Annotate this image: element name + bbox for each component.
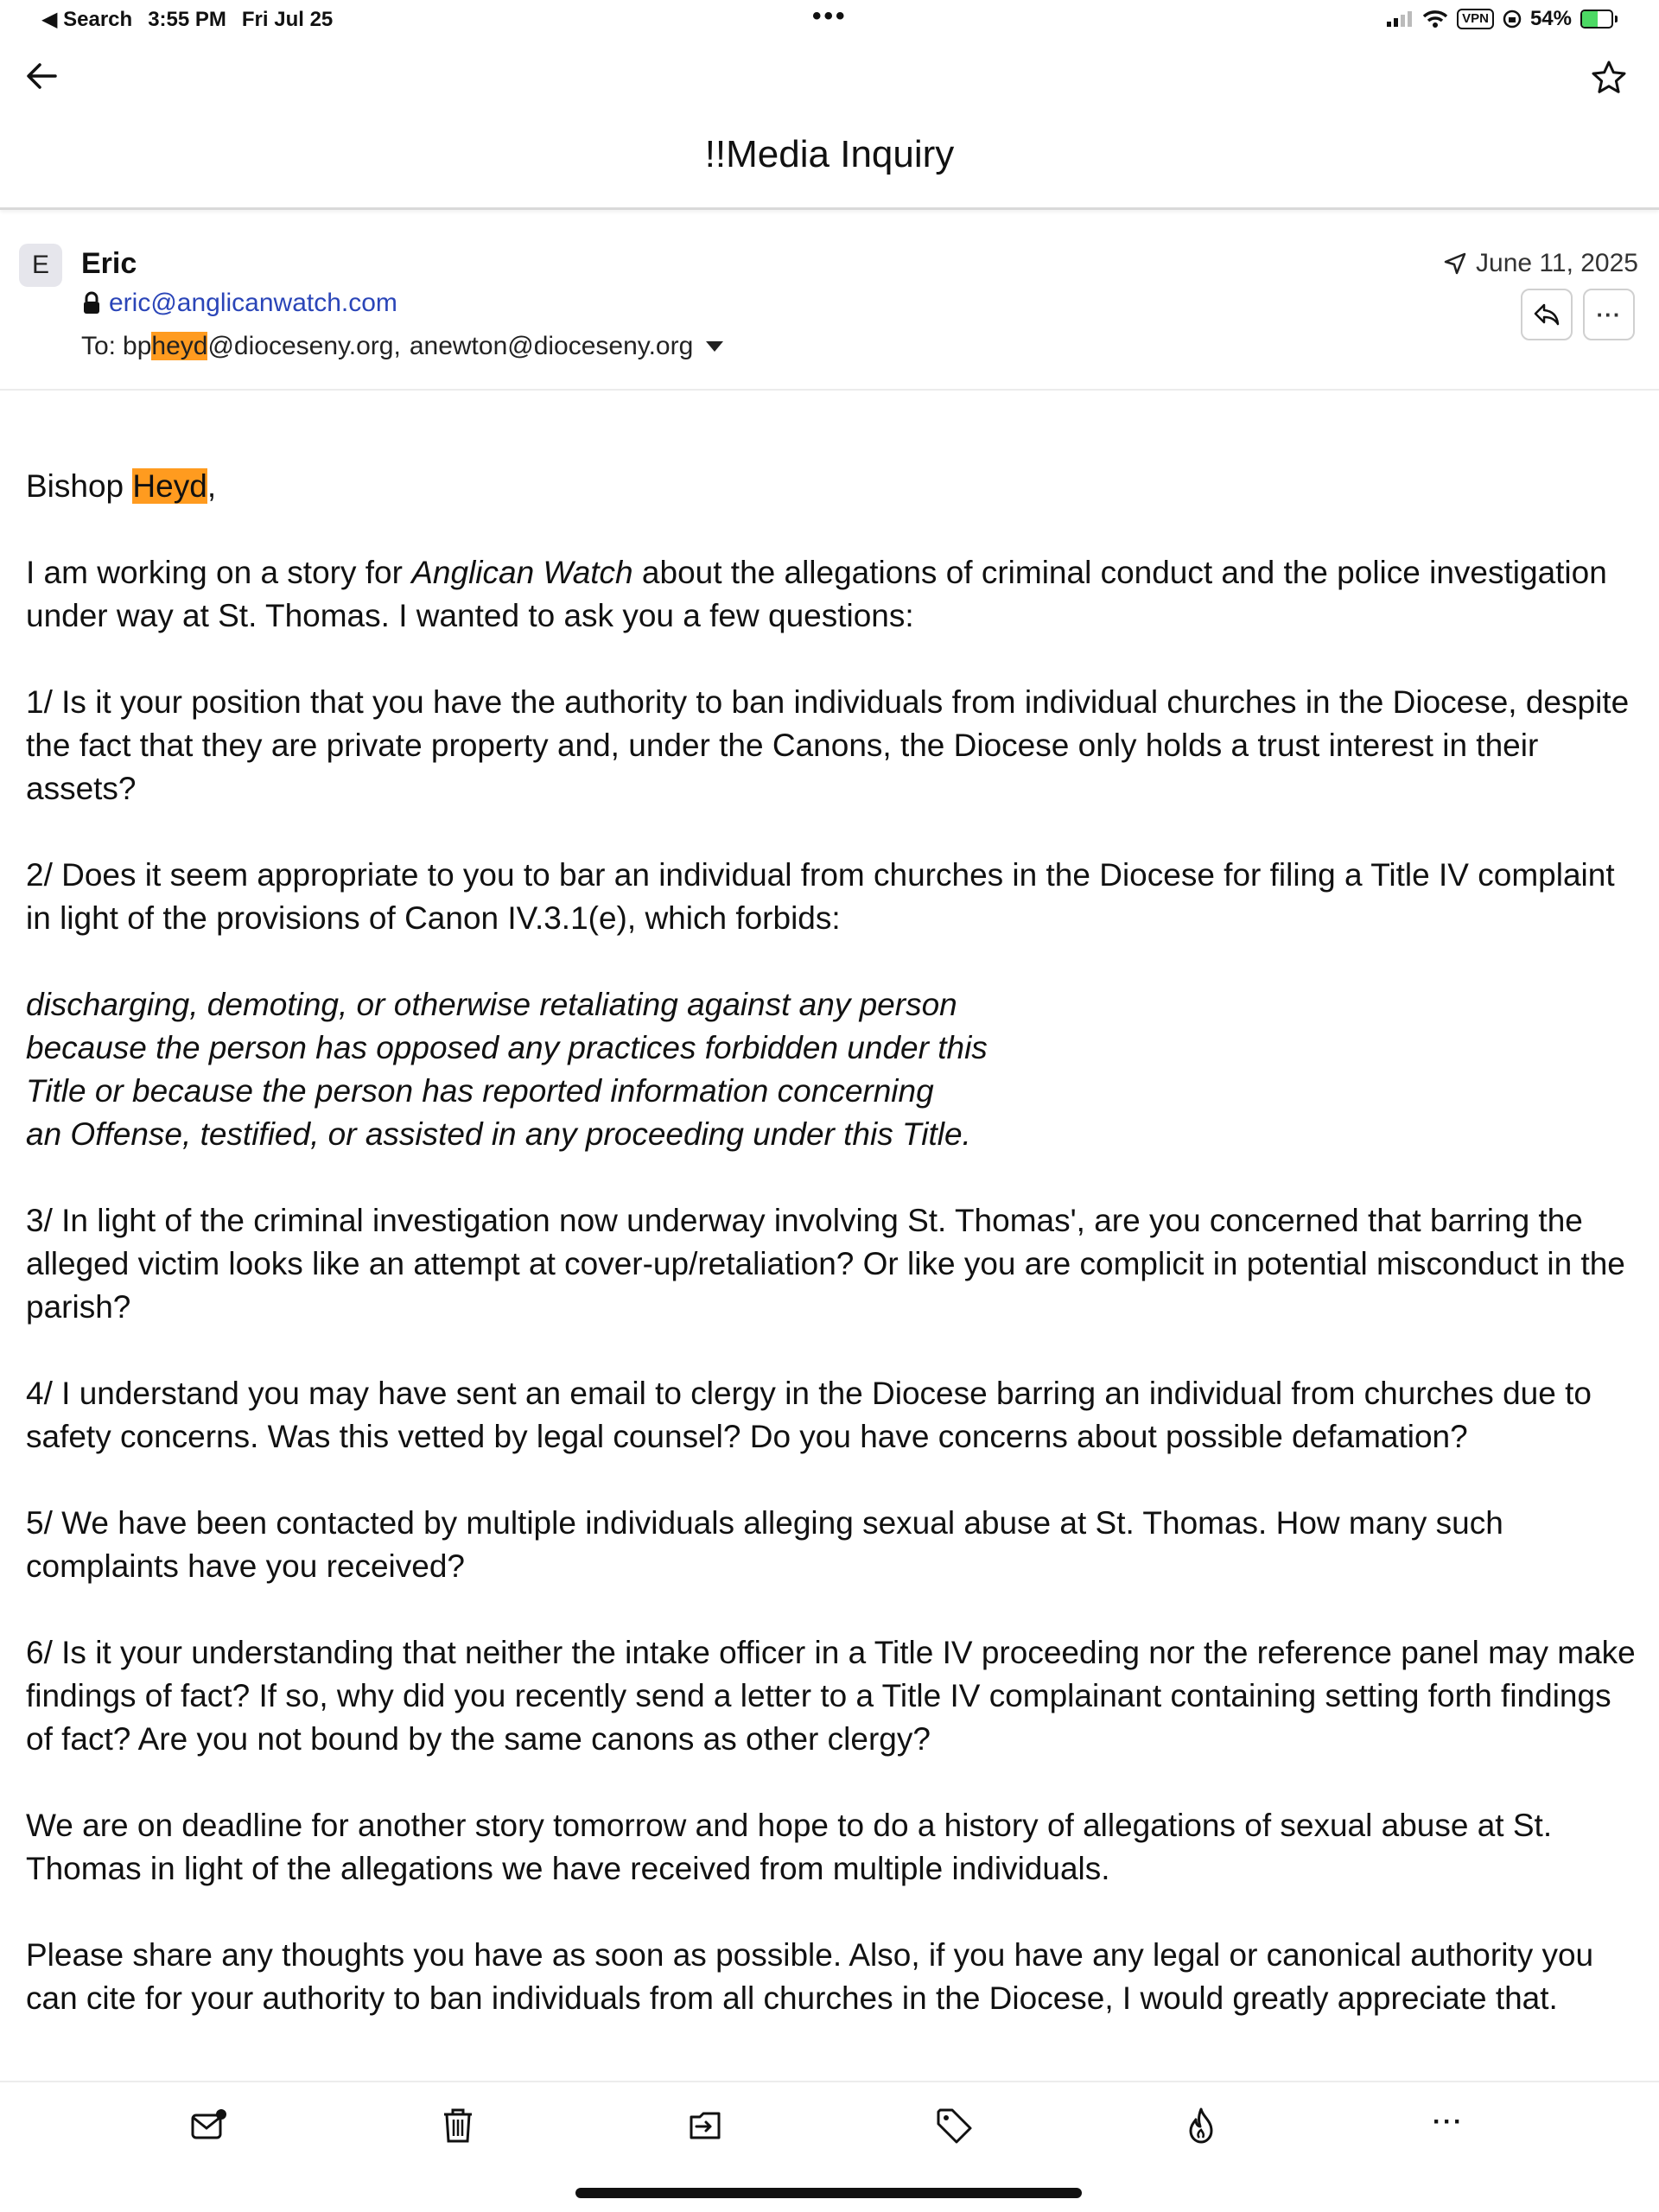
reply-button[interactable]: [1521, 289, 1573, 340]
sent-date: June 11, 2025: [1476, 249, 1638, 277]
publication-name: Anglican Watch: [411, 555, 633, 590]
lock-icon: [81, 291, 102, 315]
status-bar: [0, 0, 1659, 40]
search-highlight-heyd: Heyd: [132, 468, 207, 504]
meta-divider: [0, 389, 1659, 391]
intro-after: about the allegations of criminal conduct and the police investigation under way at St. Thomas. I wanted to ask you a few questions:: [26, 555, 1607, 633]
status-time: 3:55 PM: [148, 7, 226, 31]
status-right: [1386, 7, 1618, 31]
trash-icon: [437, 2105, 479, 2146]
sent-date-row: [1443, 249, 1638, 278]
question-3: 3/ In light of the criminal investigation now underway involving St. Thomas', are you concerned that barring the alleged victim looks like an attempt at cover-up/retaliation? Or like you are complicit in potential misconduct in the parish?: [26, 1203, 1625, 1325]
search-highlight: heyd: [151, 332, 208, 360]
greeting-suffix: ,: [207, 468, 217, 504]
burn-button[interactable]: [1180, 2105, 1222, 2146]
battery-fill: [1582, 11, 1598, 27]
tag-icon: [933, 2105, 975, 2146]
question-1: 1/ Is it your position that you have the authority to ban individuals from individual churches in the Diocese, despite the fact that they are private property and, under the Canons, the Diocese only holds a trust interest in their assets?: [26, 684, 1630, 806]
home-indicator[interactable]: [575, 2188, 1082, 2198]
recipient-1-suffix: @dioceseny.org,: [207, 332, 401, 360]
to-label: To:: [81, 332, 117, 360]
quote-line-4: an Offense, testified, or assisted in any proceeding under this Title.: [26, 1116, 971, 1152]
greeting-prefix: Bishop: [26, 468, 133, 504]
flame-icon: [1180, 2105, 1222, 2146]
intro-paragraph: [26, 551, 1642, 638]
move-to-folder-icon: [684, 2105, 726, 2146]
email-subject: !!Media Inquiry: [704, 133, 955, 175]
mark-unread-button[interactable]: [188, 2105, 230, 2146]
intro-before: I am working on a story for: [26, 555, 412, 590]
question-6: 6/ Is it your understanding that neither the intake officer in a Title IV proceeding nor the reference panel may make findings of fact? If so, why did you recently send a letter to a Title IV complainant containing setting forth findings of fact? Are you not bound by the same canons as other clergy?: [26, 1635, 1636, 1757]
star-icon[interactable]: [1590, 59, 1628, 97]
vpn-badge: VPN: [1457, 9, 1494, 29]
move-button[interactable]: [684, 2105, 726, 2146]
recipients-row[interactable]: [81, 332, 724, 361]
recipient-1-prefix: bp: [123, 332, 152, 360]
closing-paragraph: Please share any thoughts you have as soon as possible. Also, if you have any legal or canonical authority you can cite for your authority to ban individuals from all churches in the Diocese, I would greatly appreciate that.: [26, 1937, 1594, 2016]
chevron-down-icon[interactable]: [705, 340, 724, 353]
toolbar-more-button[interactable]: ···: [1433, 2107, 1464, 2136]
back-app-label: Search: [63, 8, 133, 31]
recipient-2[interactable]: anewton@dioceseny.org: [409, 332, 694, 360]
canon-quote: [26, 983, 1642, 1156]
sender-name[interactable]: Eric: [81, 247, 137, 280]
bottom-toolbar: [0, 2098, 1659, 2153]
screen-lock-icon: [1503, 10, 1522, 29]
mail-unread-icon: [188, 2105, 230, 2146]
multitasking-dots[interactable]: •••: [812, 2, 848, 30]
label-button[interactable]: [933, 2105, 975, 2146]
sender-email[interactable]: eric@anglicanwatch.com: [109, 289, 397, 317]
question-2: 2/ Does it seem appropriate to you to bar an individual from churches in the Diocese for filing a Title IV complaint in light of the provisions of Canon IV.3.1(e), which forbids:: [26, 857, 1615, 936]
header-divider: [0, 207, 1659, 210]
quote-line-3: Title or because the person has reported information concerning: [26, 1073, 934, 1109]
sent-icon: [1443, 251, 1467, 276]
back-to-app-link[interactable]: ◀ Search: [41, 8, 133, 31]
battery-icon: [1580, 10, 1618, 29]
battery-percent: 54%: [1529, 7, 1572, 30]
question-5: 5/ We have been contacted by multiple individuals alleging sexual abuse at St. Thomas. How many such complaints have you received?: [26, 1505, 1503, 1584]
delete-button[interactable]: [437, 2105, 479, 2146]
email-body: [26, 465, 1642, 2063]
sender-email-row: [81, 289, 397, 318]
toolbar-divider: [0, 2081, 1659, 2082]
quote-line-1: discharging, demoting, or otherwise retaliating against any person: [26, 987, 957, 1022]
wifi-icon: [1422, 10, 1448, 29]
deadline-paragraph: We are on deadline for another story tomorrow and hope to do a history of allegations of sexual abuse at St. Thomas in light of the allegations we have received from multiple individuals.: [26, 1808, 1553, 1886]
cellular-signal-icon: [1386, 10, 1414, 28]
greeting: [26, 465, 1642, 508]
status-date: Fri Jul 25: [241, 7, 334, 31]
status-left: [41, 7, 333, 32]
question-4: 4/ I understand you may have sent an email to clergy in the Diocese barring an individual from churches due to safety concerns. Was this vetted by legal counsel? Do you have concerns about possible defamation?: [26, 1376, 1592, 1454]
recipient-1[interactable]: [123, 332, 401, 361]
message-more-button[interactable]: ···: [1583, 289, 1635, 340]
sender-avatar[interactable]: E: [19, 244, 62, 287]
reply-icon: [1533, 302, 1560, 327]
quote-line-2: because the person has opposed any practices forbidden under this: [26, 1030, 988, 1065]
back-arrow-icon[interactable]: [22, 57, 60, 95]
